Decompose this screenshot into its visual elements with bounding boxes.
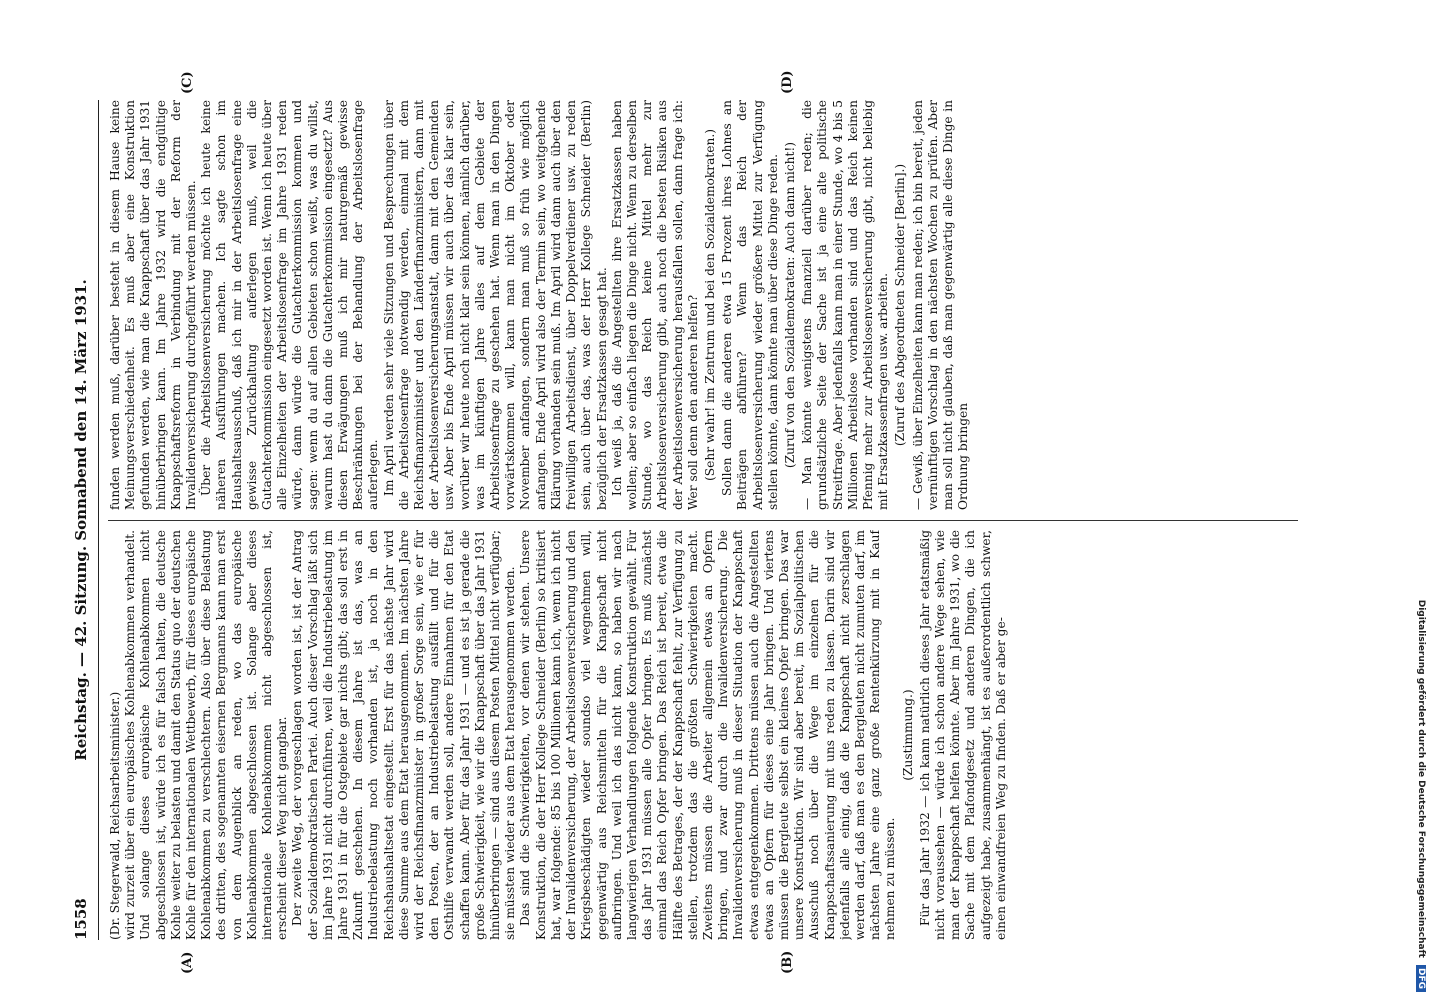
paragraph: funden werden muß, darüber besteht in diesem Hause keine Meinungsverschiedenheit. Es muß aber eine Konstruktion gefunden werden, wie man die Knappschaft über das Jahr 1931 hinüberbringen kann. Im Jahre 1932 wird die endgültige Knappschaftsreform in Verbindung mit der Reform der Invalidenversicherung durchgeführt werden müssen. (108, 100, 199, 510)
paragraph: Über die Arbeitslosenversicherung möchte ich heute keine näheren Ausführungen machen. Ich sagte schon im Haushaltsausschuß, daß ich mir in der Arbeitslosenfrage eine gewisse Zurückhaltung auferlegen muß, weil die Gutachterkommission eingesetzt worden ist. Wenn ich heute über alle Einzelheiten der Arbeitslosenfrage im Jahre 1931 reden würde, dann würde die Gutachterkommission kommen und sagen: wenn du auf allen Gebieten schon weißt, was du willst, warum hast du dann die Gutachterkommission eingesetzt? Aus diesen Erwägungen muß ich mir naturgemäß gewisse Beschränkungen bei der Behandlung der Arbeitslosenfrage auferlegen. (199, 100, 381, 510)
paragraph: — Man könnte wenigstens finanziell darüber reden; die grundsätzliche Seite der Sache ist ja eine alte politische Streitfrage. Aber jedenfalls kann man in einer Stunde, wo 4 bis 5 Millionen Arbeitslose vorhanden sind und das Reich keinen Pfennig mehr zur Arbeitslosenversicherung gibt, nicht beliebig mit Ersatzkassenfragen usw. arbeiten. (800, 100, 891, 510)
margin-marker-a: (A) (180, 951, 195, 974)
right-column (108, 100, 1308, 510)
paragraph: Für das Jahr 1932 — ich kann natürlich dieses Jahr etatsmäßig nicht voraussehen — würde ich schon andere Wege sehen, wie man der Knappschaft helfen könnte. Aber im Jahre 1931, wo die Sache mit dem Plafondgesetz und anderen Dingen, die ich aufgezeigt habe, zusammenhängt, ist es außerordentlich schwer, einen einwandfreien Weg zu finden. Daß er aber ge- (917, 530, 1008, 940)
interjection: (Sehr wahr! im Zentrum und bei den Sozialdemokraten.) (702, 129, 717, 481)
speaker-line: (Dr. Stegerwald, Reichsarbeitsminister.) (108, 691, 122, 940)
left-column (108, 530, 1308, 940)
paragraph: Das sind die Schwierigkeiten, vor denen wir stehen. Unsere Konstruktion, die der Herr Kollege Schneider (Berlin) so kritisiert hat, war folgende: 85 bis 100 Millionen kann ich, wenn ich nicht der Invalidenversicherung, der Arbeitslosenversicherung und den Kriegsbeschädigten wieder soundso viel wegnehmen will, gegenwärtig aus Reichsmitteln für die Knappschaft nicht aufbringen. Und weil ich das nicht kann, so haben wir nach langwierigen Verhandlungen folgende Konstruktion gewählt. Für das Jahr 1931 müssen alle Opfer bringen. Es muß zunächst einmal das Reich Opfer bringen. Das Reich ist bereit, etwa die Hälfte des Betrages, der der Knappschaft fehlt, zur Verfügung zu stellen, trotzdem das die größten Schwierigkeiten macht. Zweitens müssen die Arbeiter allgemein etwas an Opfern bringen, und zwar durch die Invalidenversicherung. Die Invalidenversicherung muß in dieser Situation der Knappschaft etwas entgegenkommen. Drittens müssen auch die Angestellten etwas an Opfern für dieses eine Jahr bringen. Und viertens müssen die Bergleute selbst ein kleines Opfer bringen. Das war unsere Konstruktion. Wir sind aber bereit, im Sozialpolitischen Ausschuß noch über die Wege im einzelnen für die Knappschaftssanierung mit uns reden zu lassen. Darin sind wir jedenfalls alle einig, daß die Knappschaft nicht zerschlagen werden darf, daß man es den Bergleuten nicht zumuten darf, im nächsten Jahre eine ganz große Rentenkürzung mit in Kauf nehmen zu müssen. (518, 530, 898, 940)
running-title: Reichstag. — 42. Sitzung. Sonnabend den 14. März 1931. (72, 279, 90, 761)
paragraph: Sollen dann die anderen etwa 15 Prozent ihres Lohnes an Beiträgen abführen? Wenn das Reich der Arbeitslosenversicherung wieder größere Mittel zur Verfügung stellen könnte, dann könnte man über diese Dinge reden. (720, 100, 780, 510)
paragraph: Im April werden sehr viele Sitzungen und Besprechungen über die Arbeitslosenfrage notwendig werden, einmal mit dem Reichsfinanzminister und den Länderfinanzministern, dann mit der Arbeitslosenversicherungsanstalt, dann mit den Gemeinden usw. Aber bis Ende April müssen wir auch über das klar sein, worüber wir heute noch nicht klar sein können, nämlich darüber, was im künftigen Jahre alles auf dem Gebiete der Arbeitslosenfrage zu geschehen hat. Wenn man in den Dingen vorwärtskommen will, kann man nicht im Oktober oder November anfangen, sondern man muß so früh wie möglich anfangen. Ende April wird also der Termin sein, wo weitgehende Klärung vorhanden sein muß. Im April wird dann auch über den freiwilligen Arbeitsdienst, über Doppelverdiener usw. zu reden sein, auch über das, was der Herr Kollege Schneider (Berlin) bezüglich der Ersatzkassen gesagt hat. (381, 100, 609, 510)
digitization-credit (1414, 8, 1428, 992)
margin-marker-c: (C) (180, 71, 195, 94)
paragraph: — Gewiß, über Einzelheiten kann man reden; ich bin bereit, jeden vernünftigen Vorschlag in den nächsten Wochen zu prüfen. Aber man soll nicht glauben, daß man gegenwärtig alle diese Dinge in Ordnung bringen (910, 100, 971, 510)
margin-marker-d: (D) (780, 70, 795, 94)
header-rule (98, 100, 99, 940)
paragraph: Der zweite Weg, der vorgeschlagen worden ist, ist der Antrag der Sozialdemokratischen Partei. Auch dieser Vorschlag läßt sich im Jahre 1931 nicht durchführen, weil die Industriebelastung im Jahre 1931 in für die Ostgebiete gar nichts gibt; das soll erst in Zukunft geschehen. In diesem Jahre ist das, was an Industriebelastung noch vorhanden ist, ja noch in den Reichshaushaltsetat eingestellt. Erst für das nächste Jahr wird diese Summe aus dem Etat herausgenommen. Im nächsten Jahre wird der Reichsfinanzminister in großer Sorge sein, wie er für den Posten, der an Industriebelastung ausfällt und für die Osthilfe verwandt werden soll, andere Einnahmen für den Etat schaffen kann. Aber für das Jahr 1931 — und es ist ja gerade die große Schwierigkeit, wie wir die Knappschaft über das Jahr 1931 hinüberbringen — sind aus diesem Posten Mittel nicht verfügbar; sie müssten wieder aus dem Etat herausgenommen werden. (290, 530, 518, 940)
column-divider (108, 520, 1298, 521)
page-number: 1558 (72, 898, 90, 940)
paragraph: wird zurzeit über ein europäisches Kohlenabkommen verhandelt. Und solange dieses europäische Kohlenabkommen nicht abgeschlossen ist, würde ich es für falsch halten, die deutsche Kohle weiter zu belasten und damit den Status quo der deutschen Kohle für den internationalen Wettbewerb, für dieses europäische Kohlenabkommen zu verschlechtern. Also über diese Belastung des dritten, des sogenannten eisernen Bergmanns kann man erst von dem Augenblick an reden, wo das europäische Kohlenabkommen abgeschlossen ist. Solange aber dieses internationale Kohlenabkommen nicht abgeschlossen ist, erscheint dieser Weg nicht gangbar. (123, 530, 290, 940)
interjection: (Zustimmung.) (900, 689, 915, 781)
dfg-logo: DFG (1416, 965, 1426, 992)
paragraph: Ich weiß ja, daß die Angestellten ihre Ersatzkassen haben wollen; aber so einfach liegen die Dinge nicht. Wenn zu derselben Stunde, wo das Reich keine Mittel mehr zur Arbeitslosenversicherung gibt, auch noch die besten Risiken aus der Arbeitslosenversicherung herausfallen sollen, dann frage ich: Wer soll denn den anderen helfen? (609, 100, 700, 510)
interjection: (Zuruf des Abgeordneten Schneider [Berlin].) (893, 163, 908, 447)
scanned-page (60, 60, 1340, 980)
credit-text: Digitalisierung gefördert durch die Deutsche Forschungsgemeinschaft (1416, 599, 1426, 958)
interjection: (Zuruf von den Sozialdemokraten: Auch dann nicht!) (782, 141, 797, 469)
margin-marker-b: (B) (780, 950, 795, 974)
